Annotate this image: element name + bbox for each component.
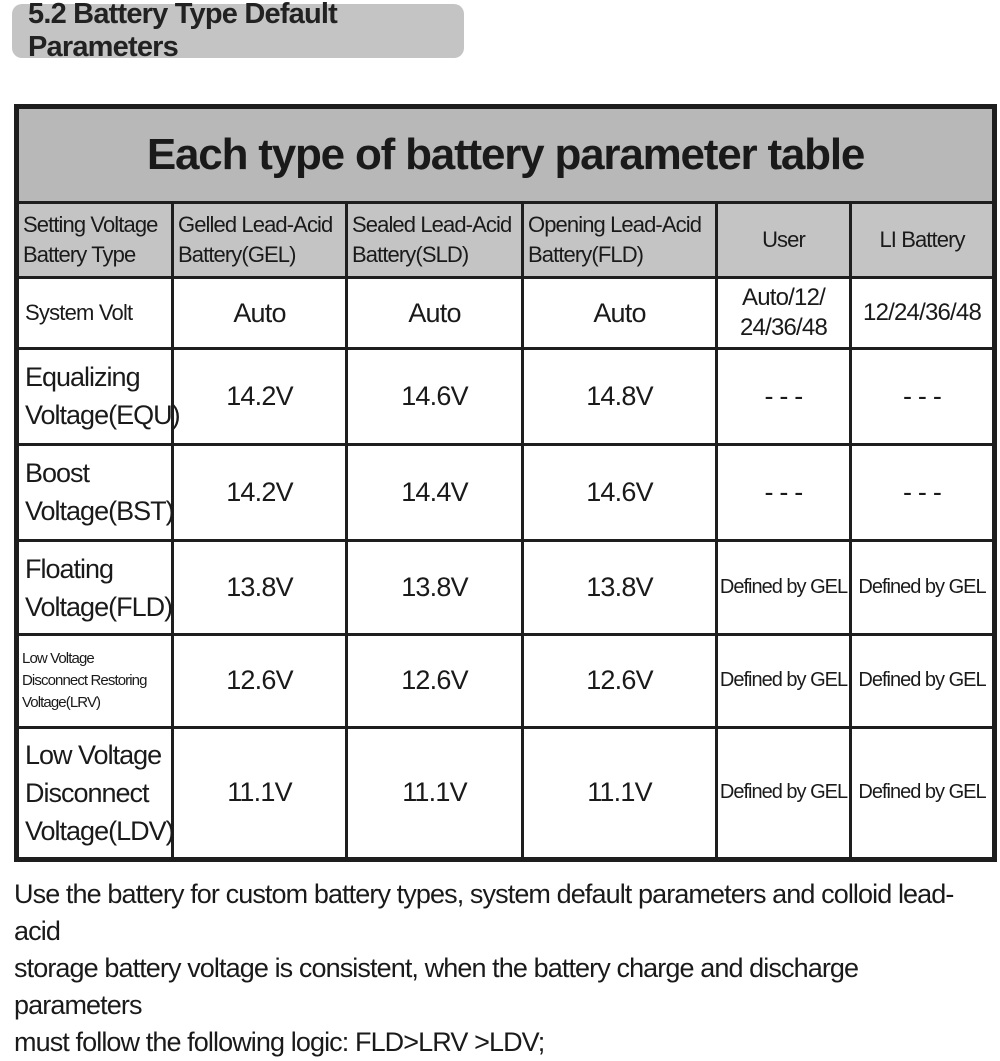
row-label <box>17 278 173 348</box>
cell-fld: 11.1V <box>523 727 717 859</box>
table-row-equalizing <box>17 348 995 444</box>
header-line: Battery(SLD) <box>352 242 469 268</box>
section-heading: 5.2 Battery Type Default Parameters <box>28 0 338 63</box>
cell-gel: 11.1V <box>173 727 347 859</box>
row-label-line: Voltage(FLD) <box>25 591 173 622</box>
cell-user: Defined by GEL <box>717 727 851 859</box>
footnote-line: storage battery voltage is consistent, when the battery charge and discharge parameters <box>14 953 859 1020</box>
cell-li: Defined by GEL <box>851 541 995 635</box>
cell-line: 24/36/48 <box>739 314 828 342</box>
header-line: Setting Voltage <box>23 212 158 238</box>
battery-parameter-table <box>14 104 997 862</box>
cell-fld: 14.6V <box>523 444 717 540</box>
row-label <box>17 444 173 540</box>
cell-line: Auto/12/ <box>741 284 825 312</box>
table-header-row <box>17 203 995 278</box>
cell-sld: 12.6V <box>347 635 523 727</box>
cell-user: - - - <box>717 348 851 444</box>
cell-user: Defined by GEL <box>717 635 851 727</box>
table-row-system-volt <box>17 278 995 348</box>
cell-li: 12/24/36/48 <box>851 278 995 348</box>
row-label-line: Voltage(LDV) <box>25 815 174 846</box>
table-row-boost <box>17 444 995 540</box>
header-line: Opening Lead-Acid <box>528 212 702 238</box>
section-heading-tab <box>12 0 464 63</box>
row-label-line: Disconnect <box>25 777 149 808</box>
cell-gel: 13.8V <box>173 541 347 635</box>
cell-sld: 14.4V <box>347 444 523 540</box>
table-row-floating <box>17 541 995 635</box>
row-label-line: Voltage(LRV) <box>22 693 101 711</box>
row-label <box>17 541 173 635</box>
header-line: Battery Type <box>23 242 136 268</box>
cell-li: - - - <box>851 444 995 540</box>
row-label-line: Floating <box>25 553 114 584</box>
cell-gel: 14.2V <box>173 444 347 540</box>
row-label-line: System Volt <box>25 300 133 326</box>
header-line: Battery(GEL) <box>178 242 296 268</box>
cell-user: Defined by GEL <box>717 541 851 635</box>
header-line: Battery(FLD) <box>528 242 644 268</box>
cell-fld: 12.6V <box>523 635 717 727</box>
row-label <box>17 348 180 444</box>
cell-gel: 12.6V <box>173 635 347 727</box>
footnote-line: must follow the following logic: FLD>LRV >LDV; <box>14 1027 545 1057</box>
cell-li: Defined by GEL <box>851 635 995 727</box>
cell-sld: 14.6V <box>347 348 523 444</box>
cell-gel: 14.2V <box>173 348 347 444</box>
row-label-line: Boost <box>25 458 90 489</box>
footnote-line: Use the battery for custom battery types, system default parameters and colloid lead-acid <box>14 879 954 946</box>
table-row-ldv <box>17 727 995 859</box>
cell-fld: 14.8V <box>523 348 717 444</box>
header-fld <box>523 203 717 278</box>
cell-sld: 13.8V <box>347 541 523 635</box>
header-sld <box>347 203 523 278</box>
row-label-line: Voltage(BST) <box>25 496 174 527</box>
cell-user <box>717 278 851 348</box>
header-user: User <box>717 203 851 278</box>
cell-gel: Auto <box>173 278 347 348</box>
row-label-line: Low Voltage <box>22 649 94 667</box>
table-title: Each type of battery parameter table <box>17 107 995 203</box>
cell-li: Defined by GEL <box>851 727 995 859</box>
header-line: Gelled Lead-Acid <box>178 212 333 238</box>
cell-li: - - - <box>851 348 995 444</box>
table-row-lrv <box>17 635 995 727</box>
cell-fld: 13.8V <box>523 541 717 635</box>
row-label-line: Disconnect Restoring <box>22 671 147 689</box>
header-gel <box>173 203 347 278</box>
cell-sld: Auto <box>347 278 523 348</box>
row-label <box>17 727 173 859</box>
cell-sld: 11.1V <box>347 727 523 859</box>
header-li-battery: LI Battery <box>851 203 995 278</box>
row-label <box>17 635 173 727</box>
cell-user: - - - <box>717 444 851 540</box>
row-label-line: Voltage(EQU) <box>25 400 180 431</box>
row-label-line: Low Voltage <box>25 739 162 770</box>
footnote <box>14 876 990 1061</box>
header-setting-battery-type <box>17 203 173 278</box>
header-line: Sealed Lead-Acid <box>352 212 512 238</box>
row-label-line: Equalizing <box>25 362 140 393</box>
cell-fld: Auto <box>523 278 717 348</box>
